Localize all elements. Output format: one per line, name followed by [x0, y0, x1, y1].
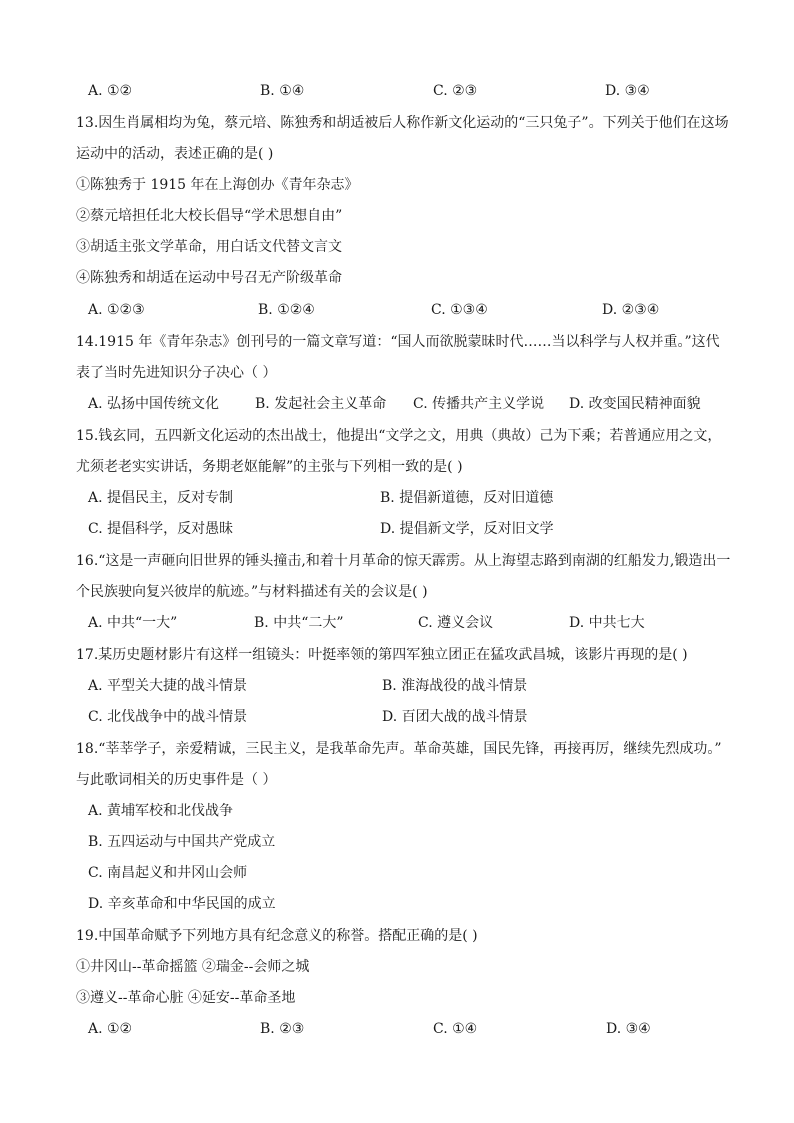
q15-stem-line-1: 15.钱玄同，五四新文化运动的杰出战士，他提出“文学之文，用典（典故）己为下乘；若普通应用之文，	[76, 428, 722, 444]
q17-option-d[interactable]: D. 百团大战的战斗情景	[382, 709, 528, 725]
q13-item-1: ①陈独秀于 1915 年在上海创办《青年杂志》	[76, 177, 359, 193]
q18-option-a[interactable]: A. 黄埔军校和北伐战争	[88, 803, 234, 819]
q15-options-row-2	[0, 519, 794, 539]
q17-stem-line-1: 17.某历史题材影片有这样一组镜头：叶挺率领的第四军独立团正在猛攻武昌城，该影片再现的是( )	[76, 647, 688, 663]
q14-option-b[interactable]: B. 发起社会主义革命	[255, 396, 387, 412]
q18-stem-line-1: 18.“莘莘学子，亲爱精诚，三民主义，是我革命先声。革命英雄，国民先锋，再接再厉，继续先烈成功。”	[76, 741, 722, 757]
q19-option-d[interactable]: D. ③④	[606, 1021, 651, 1037]
q18-option-d[interactable]: D. 辛亥革命和中华民国的成立	[88, 896, 276, 912]
q12-option-a[interactable]: A. ①②	[88, 83, 133, 99]
q15-option-a[interactable]: A. 提倡民主，反对专制	[88, 490, 234, 506]
q14-option-d[interactable]: D. 改变国民精神面貌	[569, 396, 701, 412]
q13-stem-line-1: 13.因生肖属相均为兔，蔡元培、陈独秀和胡适被后人称作新文化运动的“三只兔子”。下列关于他们在这场	[76, 115, 729, 131]
q13-options	[0, 300, 794, 320]
q19-option-b[interactable]: B. ②③	[260, 1021, 305, 1037]
q14-option-a[interactable]: A. 弘扬中国传统文化	[88, 396, 220, 412]
q15-option-c[interactable]: C. 提倡科学，反对愚昧	[88, 521, 234, 537]
q18-option-c[interactable]: C. 南昌起义和井冈山会师	[88, 865, 248, 881]
q17-option-c[interactable]: C. 北伐战争中的战斗情景	[88, 709, 248, 725]
q14-stem-line-2: 表了当时先进知识分子决心（ ）	[76, 365, 277, 381]
q15-options-row-1	[0, 488, 794, 508]
q15-option-d[interactable]: D. 提倡新文学，反对旧文学	[380, 521, 554, 537]
q12-options	[0, 81, 794, 101]
q16-option-c[interactable]: C. 遵义会议	[418, 615, 494, 631]
q13-stem-line-2: 运动中的活动，表述正确的是( )	[76, 146, 274, 162]
q12-option-d[interactable]: D. ③④	[605, 83, 650, 99]
q16-option-b[interactable]: B. 中共“二大”	[254, 615, 344, 631]
q19-stem-line-1: 19.中国革命赋予下列地方具有纪念意义的称誉。搭配正确的是( )	[76, 928, 478, 944]
q13-option-c[interactable]: C. ①③④	[431, 302, 488, 318]
q14-options	[0, 394, 794, 414]
q14-option-c[interactable]: C. 传播共产主义学说	[413, 396, 545, 412]
q12-option-b[interactable]: B. ①④	[260, 83, 305, 99]
q17-option-b[interactable]: B. 淮海战役的战斗情景	[382, 678, 528, 694]
q16-option-d[interactable]: D. 中共七大	[569, 615, 645, 631]
q18-stem-line-2: 与此歌词相关的历史事件是（ ）	[76, 772, 277, 788]
q13-option-a[interactable]: A. ①②③	[88, 302, 145, 318]
q19-pairs-line-2: ③遵义--革命心脏 ④延安--革命圣地	[76, 990, 296, 1006]
q16-stem-line-2: 个民族驶向复兴彼岸的航迹。”与材料描述有关的会议是( )	[76, 584, 428, 600]
q13-item-3: ③胡适主张文学革命，用白话文代替文言文	[76, 239, 342, 255]
q13-option-d[interactable]: D. ②③④	[602, 302, 660, 318]
q17-options-row-2	[0, 707, 794, 727]
q16-options	[0, 613, 794, 633]
q15-stem-line-2: 尤须老老实实讲话，务期老妪能解”的主张与下列相一致的是( )	[76, 459, 463, 475]
q19-options	[0, 1019, 794, 1039]
q16-option-a[interactable]: A. 中共“一大”	[88, 615, 178, 631]
q12-option-c[interactable]: C. ②③	[433, 83, 478, 99]
q14-stem-line-1: 14.1915 年《青年杂志》创刊号的一篇文章写道：“国人而欲脱蒙昧时代……当以科学与人权并重。”这代	[76, 334, 720, 350]
q15-option-b[interactable]: B. 提倡新道德，反对旧道德	[380, 490, 554, 506]
q17-option-a[interactable]: A. 平型关大捷的战斗情景	[88, 678, 248, 694]
q13-item-4: ④陈独秀和胡适在运动中号召无产阶级革命	[76, 270, 342, 286]
q19-option-a[interactable]: A. ①②	[88, 1021, 133, 1037]
q19-option-c[interactable]: C. ①④	[433, 1021, 478, 1037]
q13-option-b[interactable]: B. ①②④	[258, 302, 315, 318]
q18-option-b[interactable]: B. 五四运动与中国共产党成立	[88, 834, 276, 850]
q17-options-row-1	[0, 676, 794, 696]
q19-pairs-line-1: ①井冈山--革命摇篮 ②瑞金--会师之城	[76, 959, 310, 975]
q13-item-2: ②蔡元培担任北大校长倡导“学术思想自由”	[76, 208, 343, 224]
q16-stem-line-1: 16.“这是一声砸向旧世界的锤头撞击,和着十月革命的惊天霹雳。从上海望志路到南湖的红船发力,锻造出一	[76, 553, 731, 569]
